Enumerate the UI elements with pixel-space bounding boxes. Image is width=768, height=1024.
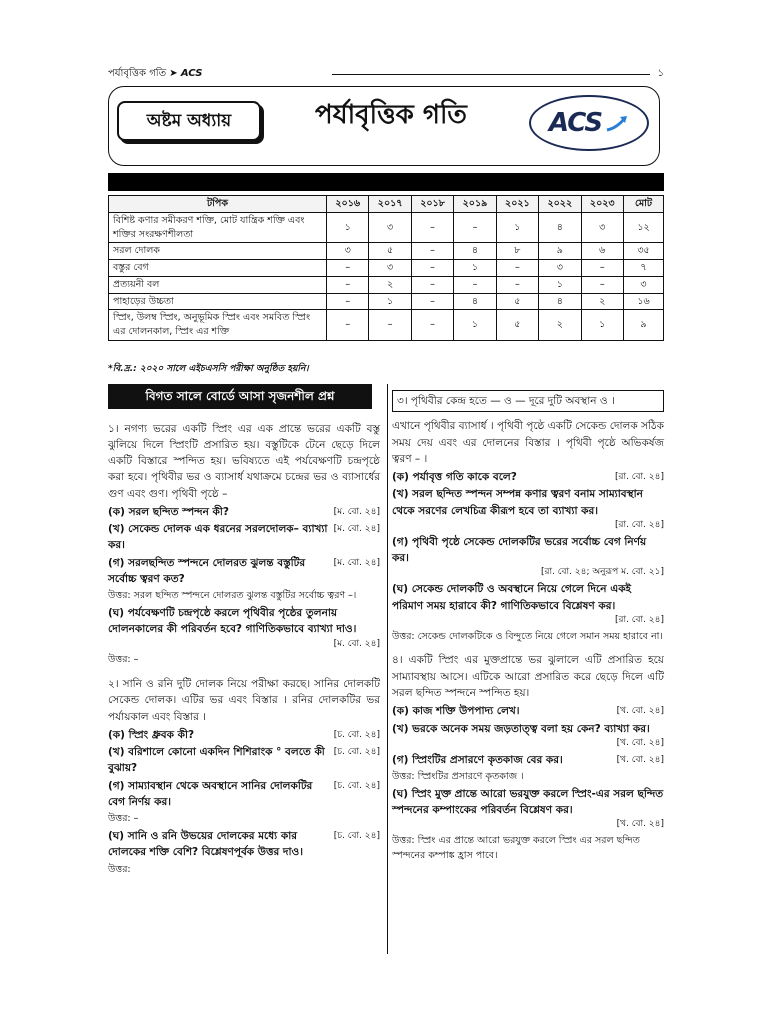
table-header: ২০২৩ <box>581 196 623 213</box>
count-cell: – <box>327 260 369 277</box>
answer: উত্তর: সরল ছন্দিত স্পন্দনে দোলরত ঝুলন্ত বস্তুটির সর্বোচ্চ ত্বরণ –। <box>108 590 357 602</box>
count-cell: ২ <box>581 293 623 310</box>
count-cell: – <box>496 260 538 277</box>
board-ref: [ম. বো. ২৪] <box>333 524 380 535</box>
answer: উত্তর: স্প্রিং এর প্রান্তে আরো ভরযুক্ত করলে স্প্রিং এর সরল ছন্দিত স্পন্দনের কম্পাঙ্ক হ্রাস পাবে। <box>392 835 640 861</box>
sub-question: (খ) সেকেন্ড দোলক এক ধরনের সরলদোলক– ব্যাখ্যা কর। [ম. বো. ২৪] <box>108 523 380 552</box>
question-4 <box>392 652 664 863</box>
table-header: ২০১৬ <box>327 196 369 213</box>
count-cell: ৯ <box>539 243 581 260</box>
question-stem: ৪। একটি স্প্রিং এর মুক্তপ্রান্তে ভর ঝুলালে এটি প্রসারিত হয়ে সাম্যাবস্থায় আসে। এটিকে আরো প্রসারিত করে ছেড়ে দিলে এটি সরল ছন্দিত স্পন্দনে স্পন্দিত হয়। <box>392 654 664 699</box>
sub-question: (ক) স্প্রিং ধ্রুবক কী? [চ. বো. ২৪] <box>108 728 380 741</box>
count-cell: ৩ <box>624 276 664 293</box>
count-cell: – <box>454 212 496 243</box>
count-cell: ৩৫ <box>624 243 664 260</box>
question-3 <box>392 390 664 644</box>
question-stem-top: ৩। পৃথিবীর কেন্দ্র হতে — ও — দূরে দুটি অবস্থান ও । <box>392 390 664 412</box>
count-cell: ১ <box>539 276 581 293</box>
answer: উত্তর: – <box>108 654 139 666</box>
running-header-brand: ACS <box>180 68 203 79</box>
topic-cell: স্প্রিং, উলম্ব স্প্রিং, অনুভূমিক স্প্রিং এবং সমবিত স্প্রিং এর দোলনকাল, স্প্রিং এর শক্তি <box>109 310 327 341</box>
topic-cell: সরল দোলক <box>109 243 327 260</box>
table-header: ২০১৮ <box>411 196 453 213</box>
sub-question: (ঘ) পর্যবেক্ষণটি চন্দ্রপৃষ্ঠে করলে পৃথিবীর পৃষ্ঠের তুলনায় দোলনকালের কী পরিবর্তন হবে? গাণিতিকভাবে ব্যাখ্যা দাও। <box>108 606 357 636</box>
sub-question: (গ) পৃথিবী পৃষ্ঠে সেকেন্ড দোলকটির ভরের সর্বোচ্চ বেগ নির্ণয় কর। <box>392 535 647 565</box>
count-cell: ৫ <box>496 293 538 310</box>
count-cell: – <box>369 310 411 341</box>
sub-question: (খ) সরল ছন্দিত স্পন্দন সম্পন্ন কণার ত্বরণ বনাম সাম্যাবস্থান থেকে সরণের লেখচিত্র কীরূপ হবে তা ব্যাখ্যা কর। <box>392 488 643 517</box>
count-cell: ৩ <box>369 212 411 243</box>
count-cell: – <box>581 276 623 293</box>
question-1 <box>108 421 380 669</box>
table-row <box>109 212 664 243</box>
table-header-row <box>109 196 664 213</box>
sub-question: (গ) সরলছন্দিত স্পন্দনে দোলরত ঝুলন্ত বস্তুটির সর্বোচ্চ ত্বরণ কত? [ম. বো. ২৪] <box>108 556 380 585</box>
board-ref: [ম. বো. ২৪] <box>333 557 380 568</box>
count-cell: ১ <box>454 260 496 277</box>
count-cell: – <box>411 212 453 243</box>
section-title: বিগত সালে বোর্ডে আসা সৃজনশীল প্রশ্ন <box>108 384 372 409</box>
board-ref: [রা. বো. ২৪; অনুরূপ ম. বো. ২১] <box>541 567 664 578</box>
table-header: ২০১৭ <box>369 196 411 213</box>
sub-question: (গ) স্প্রিংটির প্রসারণে কৃতকাজ বের কর। [খ. বো. ২৪] <box>392 753 664 766</box>
count-cell: ২ <box>369 276 411 293</box>
count-cell: ১ <box>581 310 623 341</box>
topic-cell: বিশিষ্ট কণার সমীকরণ শক্তি, মোট যান্ত্রিক শক্তি এবং শক্তির সংরক্ষণশীলতা <box>109 212 327 243</box>
sub-question: (ঘ) সানি ও রনি উভয়ের দোলকের মধ্যে কার দোলকের শক্তি বেশি? বিশ্লেষণপূর্বক উত্তর দাও। [চ. বো. ২৪] <box>108 830 380 859</box>
logo-text: ACS <box>548 107 603 138</box>
count-cell: – <box>327 276 369 293</box>
sub-question: (ক) সরল ছন্দিত স্পন্দন কী? [ম. বো. ২৪] <box>108 505 380 518</box>
count-cell: ৩ <box>327 243 369 260</box>
topic-cell: প্রত্যয়নী বল <box>109 276 327 293</box>
count-cell: – <box>496 276 538 293</box>
count-cell: ১৬ <box>624 293 664 310</box>
table-row <box>109 310 664 341</box>
sub-question: (ক) কাজ শক্তি উপপাদ্য লেখ। [খ. বো. ২৪] <box>392 705 664 718</box>
count-cell: ১ <box>327 212 369 243</box>
count-cell: ৩ <box>539 260 581 277</box>
arrow-icon <box>605 114 629 132</box>
count-cell: – <box>327 293 369 310</box>
count-cell: ১ <box>369 293 411 310</box>
count-cell: ৯ <box>624 310 664 341</box>
board-ref: [খ. বো. ২৪] <box>616 706 664 717</box>
count-cell: – <box>411 260 453 277</box>
table-row <box>109 260 664 277</box>
count-cell: – <box>411 293 453 310</box>
board-ref: [চ. বো. ২৪] <box>333 831 380 841</box>
table-header: মোট <box>624 196 664 213</box>
count-cell: ২ <box>539 310 581 341</box>
count-cell: ৫ <box>369 243 411 260</box>
board-ref: [চ. বো. ২৪] <box>333 729 380 740</box>
count-cell: ৪ <box>454 243 496 260</box>
page-number: ১ <box>657 68 664 79</box>
sub-question: (ঘ) স্প্রিং মুক্ত প্রান্তে আরো ভরযুক্ত করলে স্প্রিং-এর সরল ছন্দিত স্পন্দনের কম্পাংকের পরিবর্তন বিশ্লেষণ কর। <box>392 787 664 816</box>
count-cell: ৭ <box>624 260 664 277</box>
topic-frequency-table <box>108 195 664 341</box>
count-cell: – <box>411 310 453 341</box>
topic-cell: পাহাড়ের উচ্চতা <box>109 293 327 310</box>
board-ref: [রা. বো. ২৪] <box>615 519 664 530</box>
board-ref: [ম. বো. ২৪] <box>333 506 380 517</box>
count-cell: ৮ <box>496 243 538 260</box>
table-header: ২০২১ <box>496 196 538 213</box>
count-cell: – <box>581 260 623 277</box>
chapter-label: অষ্টম অধ্যায় <box>117 101 261 141</box>
running-header-chapter: পর্যাবৃত্তিক গতি ➤ ACS <box>108 68 203 79</box>
count-cell: ৫ <box>496 310 538 341</box>
count-cell: – <box>411 276 453 293</box>
running-header <box>108 66 664 82</box>
board-ref: [ম. বো. ২৪] <box>333 638 380 649</box>
question-2 <box>108 676 380 877</box>
count-cell: ৪ <box>539 212 581 243</box>
chapter-banner <box>108 86 660 166</box>
question-stem: ১। নগণ্য ভরের একটি স্প্রিং এর এক প্রান্তে ভরের একটি বস্তু ঝুলিয়ে দিলে স্প্রিংটি প্রসারিত হয়। বস্তুটিকে টেনে ছেড়ে দিলে একটি বিস্তারে স্পন্দিত হয়। ভবিষ্যতে এই পর্যবেক্ষণটি চন্দ্রপৃষ্ঠে করা হবে। পৃথিবীর ভর ও ব্যাসার্ধ যথাক্রমে চন্দ্রের ভর ও ব্যাসার্ধের গুণ এবং গুণ। পৃথিবী পৃষ্ঠে – <box>108 422 380 500</box>
count-cell: ৩ <box>369 260 411 277</box>
sub-question: (খ) বরিশালে কোনো একদিন শিশিরাংক ° বলতে কী বুঝায়? [চ. বো. ২৪] <box>108 746 380 775</box>
answer: উত্তর: সেকেন্ড দোলকটিকে ও বিন্দুতে নিয়ে গেলে সমান সময় হারাবে না। <box>392 630 663 642</box>
answer: উত্তর: স্প্রিংটির প্রসারণে কৃতকাজ । <box>392 770 524 782</box>
sub-question: (গ) সাম্যাবস্থান থেকে অবস্থানে সানির দোলকটির বেগ নির্ণয় কর। [চ. বো. ২৪] <box>108 779 380 809</box>
right-column <box>392 390 664 864</box>
count-cell: ৪ <box>454 293 496 310</box>
board-ref: [চ. বো. ২৪] <box>333 747 380 758</box>
board-ref: [চ. বো. ২৪] <box>333 780 380 791</box>
left-column <box>108 384 380 877</box>
black-bar <box>108 173 664 191</box>
count-cell: ১ <box>454 310 496 341</box>
count-cell: – <box>327 310 369 341</box>
table-header: ২০১৯ <box>454 196 496 213</box>
board-ref: [খ. বো. ২৪] <box>616 754 664 765</box>
count-cell: ৪ <box>539 293 581 310</box>
question-stem: এখানে পৃথিবীর ব্যাসার্ধ । পৃথিবী পৃষ্ঠে একটি সেকেন্ড দোলক সঠিক সময় দেয় এবং এর দোলনের বিস্তার । পৃথিবী পৃষ্ঠে অভিকর্ষজ ত্বরণ – । <box>392 420 664 465</box>
acs-logo <box>529 95 649 151</box>
count-cell: ১২ <box>624 212 664 243</box>
table-row <box>109 243 664 260</box>
table-note: *বি.দ্র.: ২০২০ সালে এইচএসসি পরীক্ষা অনুষ্ঠিত হয়নি। <box>108 364 309 374</box>
board-ref: [খ. বো. ২৪] <box>616 819 664 830</box>
question-stem: ২। সানি ও রনি দুটি দোলক নিয়ে পরীক্ষা করছে। সানির দোলকটি সেকেন্ড দোলক। এটির ভর এবং বিস্তার । রনির দোলকটির ভর পর্যায়কাল এবং বিস্তার । <box>108 678 380 723</box>
sub-question: (ক) পর্যাবৃত্ত গতি কাকে বলে? [রা. বো. ২৪] <box>392 471 664 484</box>
table-header: ২০২২ <box>539 196 581 213</box>
answer: উত্তর: <box>108 863 131 875</box>
board-ref: [রা. বো. ২৪] <box>615 614 664 625</box>
count-cell: – <box>454 276 496 293</box>
column-divider <box>387 384 388 954</box>
table-row <box>109 276 664 293</box>
count-cell: ৬ <box>581 243 623 260</box>
count-cell: ৩ <box>581 212 623 243</box>
header-rule <box>332 74 650 75</box>
board-ref: [রা. বো. ২৪] <box>615 472 664 483</box>
table-header: টপিক <box>109 196 327 213</box>
answer: উত্তর: – <box>108 813 139 825</box>
sub-question: (ঘ) সেকেন্ড দোলকটি ও অবস্থানে নিয়ে গেলে দিনে একই পরিমাণ সময় হারাবে কী? গাণিতিকভাবে বিশ্লেষণ কর। <box>392 583 631 612</box>
count-cell: – <box>411 243 453 260</box>
table-row <box>109 293 664 310</box>
count-cell: ১ <box>496 212 538 243</box>
sub-question: (খ) ভরকে অনেক সময় জড়তাত্ত্ব বলা হয় কেন? ব্যাখ্যা কর। <box>392 722 650 735</box>
topic-cell: বস্তুর বেগ <box>109 260 327 277</box>
board-ref: [খ. বো. ২৪] <box>616 737 664 748</box>
chapter-title: পর্যাবৃত্তিক গতি <box>315 100 467 130</box>
